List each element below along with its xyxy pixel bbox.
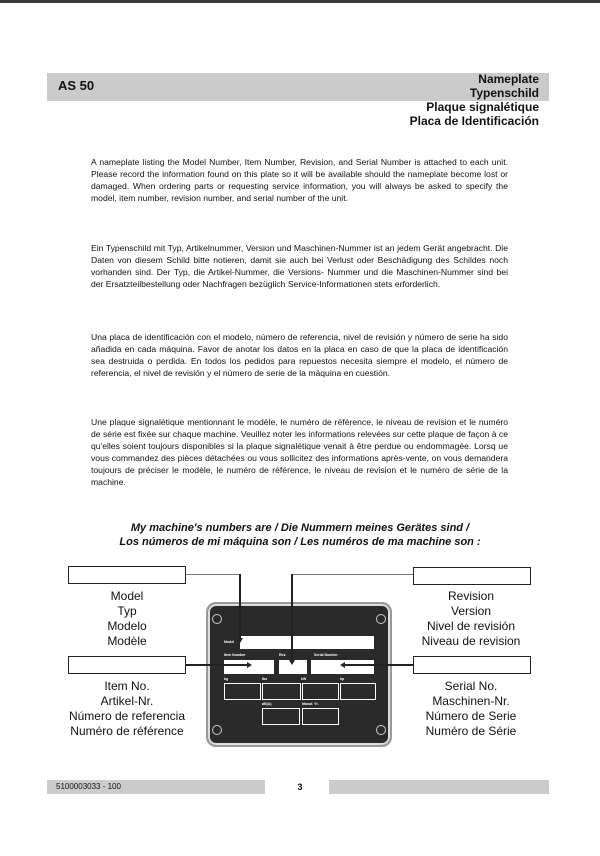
arrow-right-icon	[247, 662, 252, 668]
plate-label-kg: kg	[224, 677, 229, 681]
revision-label-es: Nivel de revisión	[426, 619, 516, 633]
plate-field-model	[240, 636, 374, 649]
plate-label-item: Item Number	[224, 653, 246, 657]
plate-box-kg	[224, 683, 261, 700]
serial-labels	[391, 679, 551, 739]
model-input-box[interactable]	[68, 566, 186, 584]
item-labels	[47, 679, 207, 739]
model-label-de: Typ	[117, 604, 137, 618]
revision-label-de: Version	[450, 604, 492, 618]
prompt-line-1: My machine's numbers are / Die Nummern meines Gerätes sind /	[130, 522, 470, 534]
footer-band	[329, 780, 549, 794]
page-number: 3	[297, 782, 303, 792]
footer-doc-number: 5100003033 - 100	[47, 780, 265, 794]
model-label-fr: Modèle	[107, 634, 147, 648]
item-label-fr: Numéro de référence	[70, 724, 184, 738]
revision-leader-line	[292, 574, 413, 575]
item-leader-line	[186, 664, 248, 666]
revision-input-box[interactable]	[413, 567, 531, 585]
serial-leader-line	[345, 664, 413, 666]
screw-hole-icon	[376, 614, 386, 624]
plate-box-manuf-yr	[302, 708, 339, 725]
plate-label-manuf-yr: Manuf. Yr.	[302, 702, 319, 706]
prompt-line-2: Los números de mi máquina son / Les numéros de ma machine son :	[119, 536, 481, 548]
screw-hole-icon	[376, 725, 386, 735]
plate-label-model: Model	[224, 640, 235, 644]
plate-box-db	[262, 708, 300, 725]
screw-hole-icon	[212, 614, 222, 624]
title-de: Typenschild	[469, 86, 539, 100]
plate-box-kw	[302, 683, 339, 700]
model-leader-line	[239, 574, 241, 639]
model-labels	[47, 589, 207, 649]
revision-label-en: Revision	[447, 589, 495, 603]
serial-label-en: Serial No.	[444, 679, 498, 693]
arrow-left-icon	[340, 662, 345, 668]
arrow-down-icon	[289, 660, 295, 665]
paragraph-de: Ein Typenschild mit Typ, Artikelnummer, Version und Maschinen-Nummer ist an jedem Gerät angebracht. Die Daten von diesem Schild bitte notieren, damit sie auch bei Verlust oder Beschädigung des Schildes noch vorhanden sind. Der Typ, die Artikel-Nummer, die Versions- Nummer und die Maschinen-Nummer sind bei der Ersatzteilbestellung oder Nachfragen bezüglich Service-Informationen stets erforderlich.	[91, 243, 508, 289]
numbers-prompt	[60, 521, 540, 549]
plate-label-serial: Serial Number	[314, 653, 338, 657]
plate-label-hp: hp	[340, 677, 345, 681]
paragraph-fr: Une plaque signalétique mentionnant le modèle, le numéro de référence, le niveau de revision et le numéro de série est fixée sur chaque machine. Veuillez noter les informations relevées sur cette plaque de façon à ce qu'elles soient toujours disponibles si la plaque signalétique venait à être perdue ou endommagée. Lorsq ue vous commandez des pièces détachées ou vous sollicitez des informations après-vente, on vous demandera toujours de préciser le modèle, le numéro de référence, le niveau de revision et le numéro de série de la machine.	[91, 417, 508, 487]
model-label-es: Modelo	[107, 619, 147, 633]
item-label-de: Artikel-Nr.	[100, 694, 154, 708]
serial-label-de: Maschinen-Nr.	[432, 694, 510, 708]
plate-box-hp	[340, 683, 376, 700]
revision-labels	[391, 589, 551, 649]
paragraph-es: Una placa de identificación con el modelo, número de referencia, nivel de revisión y número de serie ha sido añadida en cada máquina. Favor de anotar los datos en la placa en caso de que la placa de identificación sea destruida o perdida. En todos los pedidos para repuestos necesita siempre el modelo, el número de referencia, el nivel de revisión y el número de serie de la máquina en cuestión.	[91, 332, 508, 378]
screw-hole-icon	[212, 725, 222, 735]
model-leader-line	[186, 574, 240, 575]
serial-input-box[interactable]	[413, 656, 531, 674]
plate-label-kw: kW	[301, 677, 307, 681]
item-label-es: Número de referencia	[68, 709, 186, 723]
arrow-down-icon	[237, 638, 243, 643]
model-title: AS 50	[58, 78, 95, 93]
serial-label-es: Número de Serie	[425, 709, 517, 723]
revision-label-fr: Niveau de revision	[421, 634, 521, 648]
page-title	[410, 72, 539, 128]
plate-label-db: dB(A)	[262, 702, 272, 706]
plate-box-lbs	[262, 683, 301, 700]
top-border-bar	[0, 0, 600, 3]
nameplate-illustration	[206, 602, 392, 747]
title-es: Placa de Identificación	[409, 114, 539, 128]
plate-label-lbs: lbs	[262, 677, 268, 681]
title-en: Nameplate	[478, 72, 539, 86]
title-fr: Plaque signalétique	[426, 100, 539, 114]
plate-label-rev: Rev.	[279, 653, 287, 657]
item-input-box[interactable]	[68, 656, 186, 674]
revision-leader-line	[291, 574, 293, 661]
model-label-en: Model	[110, 589, 144, 603]
serial-label-fr: Numéro de Série	[425, 724, 517, 738]
item-label-en: Item No.	[104, 679, 150, 693]
paragraph-en: A nameplate listing the Model Number, Item Number, Revision, and Serial Number is attached to each unit. Please record the information found on this plate so it will be available should the nameplate become lost or damaged. When ordering parts or requesting service information, you will always be asked to specify the model, item number, revision number, and serial number of the unit.	[91, 157, 508, 203]
